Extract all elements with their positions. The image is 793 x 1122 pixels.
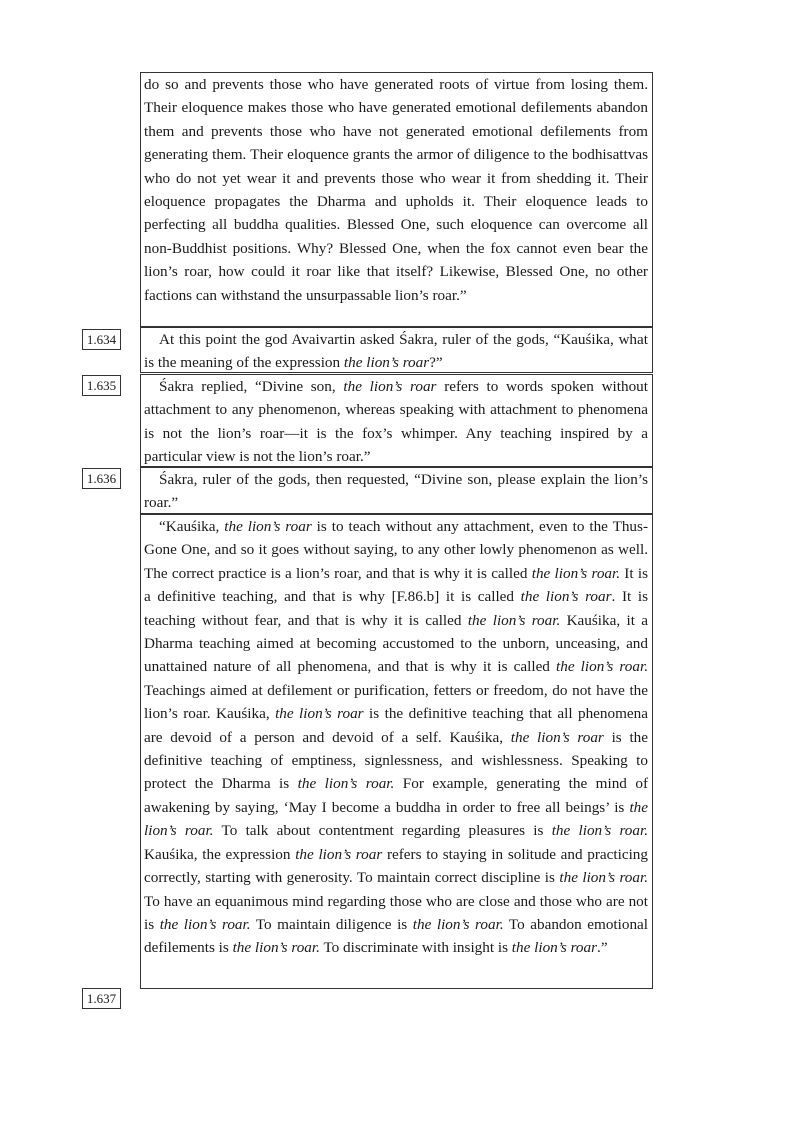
paragraph-text	[144, 73, 648, 307]
text-run: .”	[597, 939, 608, 957]
italic-term: the lion’s roar	[275, 705, 364, 723]
italic-term: the lion’s roar.	[144, 798, 648, 840]
text-run: For example, generating the mind of awakening by saying, ‘May I become a buddha in order to free all beings’ is	[144, 775, 648, 816]
text-run: To discriminate with insight is	[319, 939, 512, 957]
italic-term: the lion’s roar.	[559, 869, 648, 887]
paragraph-text	[144, 328, 648, 375]
text-run: “Kauśika,	[159, 518, 225, 535]
paragraph-block	[140, 514, 653, 989]
italic-term: the lion’s roar	[295, 845, 383, 863]
text-run: refers to words spoken without attachment to any phenomenon, whereas speaking with attachment to phenomena is not the lion’s roar—it is the fox’s whimper. Any teaching inspired by a particular view is not the lion’s roar.”	[144, 378, 648, 466]
paragraph-text	[144, 515, 648, 960]
italic-term: the lion’s roar.	[551, 822, 648, 840]
text-run: ?”	[429, 354, 443, 372]
italic-term: the lion’s roar.	[531, 564, 621, 582]
italic-term: the lion’s roar	[224, 518, 312, 535]
text-run: It is a definitive teaching, and that is why [F.86.b] it is called	[144, 564, 648, 606]
italic-term: the lion’s roar.	[159, 915, 251, 933]
italic-term: the lion’s roar.	[467, 611, 561, 629]
italic-term: the lion’s roar.	[556, 658, 648, 676]
paragraph-block	[140, 374, 653, 467]
text-run: To abandon emotional defilements is	[144, 915, 648, 957]
text-run: do so and prevents those who have generated roots of virtue from losing them. Their eloquence makes those who have generated emotional defilements abandon them and prevents those who have not generated emotional defilements from generating them. Their eloquence grants the armor of diligence to the bodhisattvas who do not yet wear it and prevents those who wear it from shedding it. Their eloquence propagates the Dharma and upholds it. Their eloquence leads to perfecting all buddha qualities. Blessed One, such eloquence can overcome all non-Buddhist positions. Why? Blessed One, when the fox cannot even bear the lion’s roar, how could it roar like that itself? Likewise, Blessed One, no other factions can withstand the unsurpassable lion’s roar.”	[144, 76, 648, 304]
text-run: To have an equanimous mind regarding those who are close and those who are not is	[144, 892, 648, 933]
paragraph-tag: 1.636	[82, 468, 121, 489]
text-run: Śakra replied, “Divine son,	[159, 378, 344, 395]
italic-term: the lion’s roar	[510, 728, 604, 746]
italic-term: the lion’s roar	[343, 378, 437, 395]
italic-term: the lion’s roar	[520, 588, 612, 606]
italic-term: the lion’s roar.	[232, 939, 320, 957]
text-run: To maintain diligence is	[250, 915, 413, 933]
text-run: Kauśika, it a Dharma teaching aimed at becoming accustomed to the unborn, unceasing, and unattained nature of all phenomena, and that is why it is called	[144, 611, 649, 676]
text-run: is the definitive teaching that all phenomena are devoid of a person and devoid of a self. Kauśika,	[144, 705, 648, 746]
italic-term: the lion’s roar	[343, 354, 430, 372]
text-run: At this point the god Avaivartin asked Śakra, ruler of the gods, “Kauśika, what is the meaning of the expression	[144, 331, 648, 372]
paragraph-block	[140, 72, 653, 327]
text-run: is the definitive teaching of emptiness, signlessness, and wishlessness. Speaking to protect the Dharma is	[144, 728, 649, 793]
paragraph-tag: 1.635	[82, 375, 121, 396]
italic-term: the lion’s roar	[511, 939, 598, 957]
paragraph-block	[140, 467, 653, 514]
text-run: Kauśika, the expression	[144, 845, 296, 863]
paragraph-text	[144, 375, 648, 469]
text-run: refers to staying in solitude and practicing correctly, starting with generosity. To maintain correct discipline is	[144, 845, 648, 887]
paragraph-text	[144, 468, 648, 515]
italic-term: the lion’s roar.	[297, 775, 395, 793]
text-run: To talk about contentment regarding pleasures is	[213, 822, 552, 840]
text-run: . It is teaching without fear, and that is why it is called	[144, 588, 648, 629]
paragraph-tag: 1.634	[82, 329, 121, 350]
text-run: Śakra, ruler of the gods, then requested, “Divine son, please explain the lion’s roar.”	[144, 471, 648, 512]
italic-term: the lion’s roar.	[412, 915, 504, 933]
paragraph-tag: 1.637	[82, 988, 121, 1009]
text-run: is to teach without any attachment, even to the Thus-Gone One, and so it goes without saying, to any other lowly phenomenon as well. The correct practice is a lion’s roar, and that is why it is called	[144, 518, 648, 582]
text-run: Teachings aimed at defilement or purification, fetters or freedom, do not have the lion’s roar. Kauśika,	[144, 681, 648, 723]
paragraph-block	[140, 327, 653, 373]
